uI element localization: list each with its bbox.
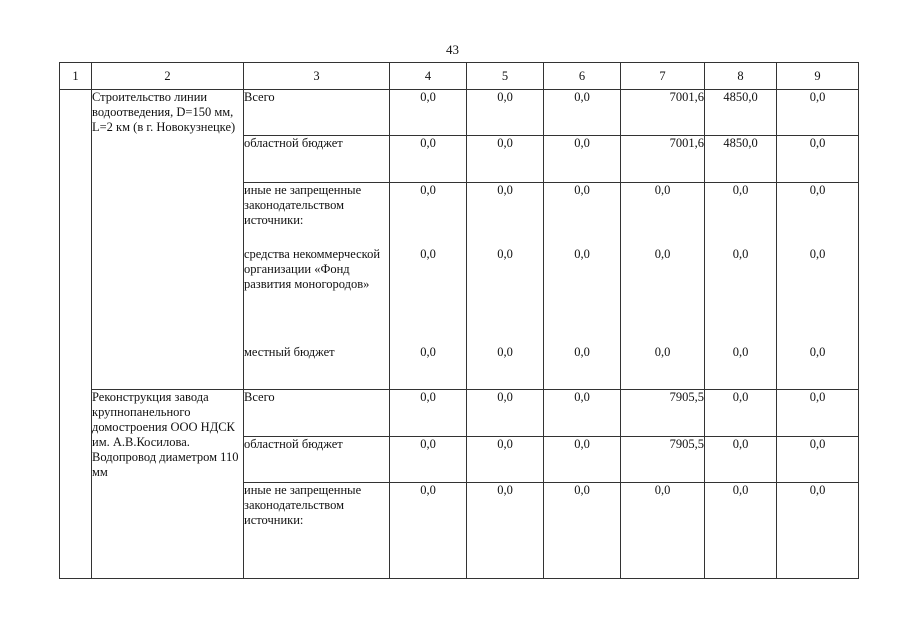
funding-source-cell <box>244 183 390 390</box>
value-cell: 0,0 <box>467 90 544 136</box>
value-cell <box>467 183 544 390</box>
table-row <box>60 390 859 437</box>
funding-source-cell: Всего <box>244 90 390 136</box>
value-cell: 7001,6 <box>621 90 705 136</box>
value-cell <box>544 183 621 390</box>
funding-source-cell: иные не запрещенные законодательством источники: <box>244 483 390 579</box>
funding-source-cell: Всего <box>244 390 390 437</box>
value-cell <box>621 183 705 390</box>
value-cell: 7001,6 <box>621 136 705 183</box>
table-header-row <box>60 63 859 90</box>
value-cell: 0,0 <box>467 136 544 183</box>
value-cell: 0,0 <box>390 136 467 183</box>
value-label: 0,0 <box>732 183 749 197</box>
value-cell: 0,0 <box>705 437 777 483</box>
value-label: 0,0 <box>732 345 749 359</box>
page-number: 43 <box>446 42 459 57</box>
value-cell: 0,0 <box>705 483 777 579</box>
column-header: 4 <box>390 63 467 90</box>
value-cell: 4850,0 <box>705 136 777 183</box>
funding-source-label: средства некоммерческой организации «Фонд развития моногородов» <box>244 247 381 291</box>
value-label: 0,0 <box>497 345 513 359</box>
table-row <box>60 90 859 136</box>
value-label: 0,0 <box>574 345 590 359</box>
value-cell: 0,0 <box>390 90 467 136</box>
value-label: 0,0 <box>809 247 826 261</box>
value-cell: 0,0 <box>544 390 621 437</box>
column-header: 2 <box>92 63 244 90</box>
funding-source-cell: областной бюджет <box>244 437 390 483</box>
value-cell: 0,0 <box>390 437 467 483</box>
value-cell <box>705 183 777 390</box>
column-header: 9 <box>777 63 859 90</box>
value-cell: 0,0 <box>777 483 859 579</box>
value-cell: 0,0 <box>777 136 859 183</box>
value-cell: 0,0 <box>467 390 544 437</box>
column-header: 3 <box>244 63 390 90</box>
value-cell: 0,0 <box>705 390 777 437</box>
funding-source-cell: областной бюджет <box>244 136 390 183</box>
column-header: 6 <box>544 63 621 90</box>
budget-table <box>59 62 859 579</box>
value-label: 0,0 <box>732 247 749 261</box>
value-cell: 0,0 <box>544 437 621 483</box>
project-name-cell: Реконструкция завода крупнопанельного домостроения ООО НДСК им. А.В.Косилова. Водопровод диаметром 110 мм <box>92 390 244 579</box>
value-cell: 7905,5 <box>621 437 705 483</box>
value-cell: 0,0 <box>467 483 544 579</box>
value-cell: 0,0 <box>777 90 859 136</box>
value-label: 0,0 <box>809 345 826 359</box>
value-cell: 0,0 <box>390 390 467 437</box>
value-label: 0,0 <box>654 345 671 359</box>
value-label: 0,0 <box>497 247 513 261</box>
value-label: 0,0 <box>497 183 513 197</box>
column-header: 7 <box>621 63 705 90</box>
column-header: 1 <box>60 63 92 90</box>
value-label: 0,0 <box>420 183 436 197</box>
funding-source-label: иные не запрещенные законодательством источники: <box>244 183 362 227</box>
value-label: 0,0 <box>654 183 671 197</box>
value-cell: 0,0 <box>544 483 621 579</box>
column-header: 5 <box>467 63 544 90</box>
value-label: 0,0 <box>420 345 436 359</box>
value-cell: 4850,0 <box>705 90 777 136</box>
value-label: 0,0 <box>574 247 590 261</box>
value-cell: 0,0 <box>467 437 544 483</box>
project-name-cell: Строительство линии водоотведения, D=150 мм, L=2 км (в г. Новокузнецке) <box>92 90 244 390</box>
value-cell: 0,0 <box>621 483 705 579</box>
row-number-cell <box>60 90 92 579</box>
value-cell: 0,0 <box>777 390 859 437</box>
value-label: 0,0 <box>420 247 436 261</box>
value-label: 0,0 <box>574 183 590 197</box>
column-header: 8 <box>705 63 777 90</box>
funding-source-label: местный бюджет <box>244 345 335 359</box>
value-label: 0,0 <box>809 183 826 197</box>
value-cell <box>777 183 859 390</box>
value-cell: 0,0 <box>544 136 621 183</box>
value-cell: 7905,5 <box>621 390 705 437</box>
value-cell: 0,0 <box>390 483 467 579</box>
value-label: 0,0 <box>654 247 671 261</box>
value-cell: 0,0 <box>544 90 621 136</box>
value-cell <box>390 183 467 390</box>
value-cell: 0,0 <box>777 437 859 483</box>
